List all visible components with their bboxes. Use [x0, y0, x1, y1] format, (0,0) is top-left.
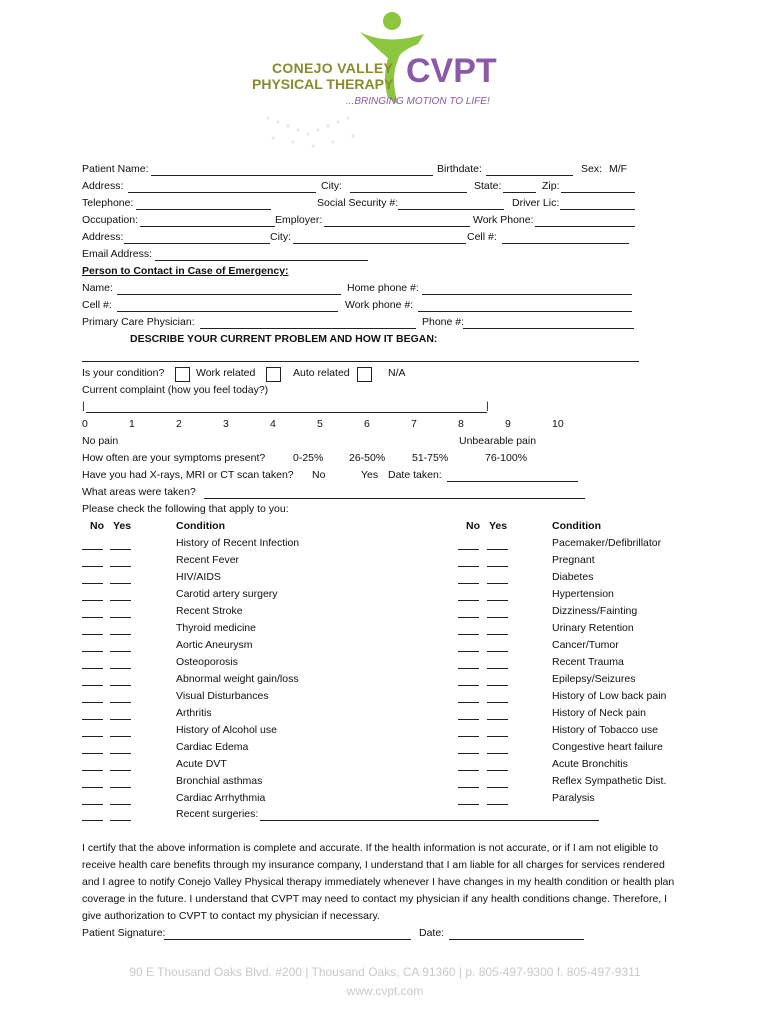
areas-label: What areas were taken?: [82, 486, 196, 498]
driver-lic-field[interactable]: [560, 209, 635, 210]
city-field[interactable]: [350, 192, 467, 193]
condition-no-blank[interactable]: [82, 719, 103, 720]
condition-yes-blank[interactable]: [487, 651, 508, 652]
cert-line-5: give authorization to CVPT to contact my physician if necessary.: [82, 910, 380, 922]
scale-5[interactable]: 5: [317, 418, 323, 430]
condition-label: Arthritis: [176, 707, 212, 719]
checkbox-na[interactable]: [357, 367, 372, 382]
occupation-field[interactable]: [140, 226, 275, 227]
zip-label: Zip:: [542, 180, 560, 192]
date-taken-field[interactable]: [447, 481, 578, 482]
pain-scale-line: [86, 412, 487, 413]
auto-related-label: Auto related: [293, 367, 350, 379]
freq-26-50[interactable]: 26-50%: [349, 452, 386, 464]
condition-yes-blank[interactable]: [487, 770, 508, 771]
signature-date-label: Date:: [419, 927, 445, 939]
condition-yes-blank[interactable]: [487, 549, 508, 550]
condition-yes-blank[interactable]: [487, 634, 508, 635]
condition-yes-blank[interactable]: [487, 617, 508, 618]
condition-label: Abnormal weight gain/loss: [176, 673, 299, 685]
condition-yes-blank[interactable]: [487, 719, 508, 720]
right-col-yes-header: Yes: [489, 520, 508, 532]
no-pain-label: No pain: [82, 435, 119, 447]
footer-address: 90 E Thousand Oaks Blvd. #200 | Thousand Oaks, CA 91360 | p. 805-497-9300 f. 805-497-9311: [129, 965, 641, 979]
patient-name-field[interactable]: [151, 175, 433, 176]
sex-options[interactable]: M/F: [609, 163, 628, 175]
condition-label: Hypertension: [552, 588, 614, 600]
condition-no-blank[interactable]: [82, 566, 103, 567]
condition-no-blank[interactable]: [458, 634, 479, 635]
sex-label: Sex:: [581, 163, 603, 175]
date-taken-label: Date taken:: [388, 469, 442, 481]
condition-no-blank[interactable]: [82, 702, 103, 703]
condition-label: Recent Stroke: [176, 605, 243, 617]
state-label: State:: [474, 180, 502, 192]
condition-yes-blank[interactable]: [110, 549, 131, 550]
freq-0-25[interactable]: 0-25%: [293, 452, 324, 464]
condition-no-blank[interactable]: [82, 787, 103, 788]
condition-no-blank[interactable]: [458, 770, 479, 771]
condition-no-blank[interactable]: [82, 583, 103, 584]
patient-name-label: Patient Name:: [82, 163, 149, 175]
email-field[interactable]: [155, 260, 368, 261]
emergency-name-field[interactable]: [117, 294, 341, 295]
condition-no-blank[interactable]: [82, 634, 103, 635]
condition-yes-blank[interactable]: [487, 804, 508, 805]
condition-label: Pregnant: [552, 554, 595, 566]
condition-label: Recent Fever: [176, 554, 240, 566]
condition-no-blank[interactable]: [458, 685, 479, 686]
employer-label: Employer:: [275, 214, 323, 226]
condition-no-blank[interactable]: [458, 549, 479, 550]
work-related-label: Work related: [196, 367, 256, 379]
condition-label: History of Tobacco use: [552, 724, 659, 736]
logo-line2: PHYSICAL THERAPY: [252, 76, 394, 92]
condition-label: History of Alcohol use: [176, 724, 277, 736]
complaint-label: Current complaint (how you feel today?): [82, 384, 269, 396]
condition-label: Dizziness/Fainting: [552, 605, 638, 617]
condition-no-blank[interactable]: [458, 804, 479, 805]
work-phone-field[interactable]: [535, 226, 635, 227]
condition-yes-blank[interactable]: [487, 736, 508, 737]
birthdate-field[interactable]: [486, 175, 573, 176]
signature-label: Patient Signature:: [82, 927, 166, 939]
condition-label: Acute DVT: [176, 758, 227, 770]
conditions-instruction: Please check the following that apply to you:: [82, 503, 289, 515]
condition-yes-blank[interactable]: [110, 668, 131, 669]
condition-yes-blank[interactable]: [110, 770, 131, 771]
problem-heading: DESCRIBE YOUR CURRENT PROBLEM AND HOW IT BEGAN:: [130, 333, 438, 345]
condition-label: Cancer/Tumor: [552, 639, 619, 651]
logo-line1: CONEJO VALLEY: [272, 60, 394, 76]
scale-10[interactable]: 10: [552, 418, 564, 430]
condition-no-blank[interactable]: [82, 804, 103, 805]
birthdate-label: Birthdate:: [437, 163, 482, 175]
recent-surgeries-field[interactable]: [260, 820, 599, 821]
telephone-label: Telephone:: [82, 197, 134, 209]
cert-line-1: I certify that the above information is complete and accurate. If the health information is not accurate, or if I am not eligible to: [82, 842, 659, 854]
condition-no-blank[interactable]: [458, 583, 479, 584]
driver-lic-label: Driver Lic:: [512, 197, 560, 209]
condition-yes-blank[interactable]: [110, 600, 131, 601]
condition-no-blank[interactable]: [458, 651, 479, 652]
condition-yes-blank[interactable]: [110, 651, 131, 652]
xray-no[interactable]: No: [312, 469, 326, 481]
cell-field[interactable]: [502, 243, 629, 244]
condition-label: History of Recent Infection: [176, 537, 300, 549]
condition-no-blank[interactable]: [458, 600, 479, 601]
xray-yes[interactable]: Yes: [361, 469, 379, 481]
ssn-label: Social Security #:: [317, 197, 399, 209]
cert-line-2: receive health care benefits through my insurance company, I understand that I am liable for all charges for services rendered: [82, 859, 665, 871]
home-phone-field[interactable]: [422, 294, 632, 295]
condition-no-blank[interactable]: [82, 736, 103, 737]
zip-field[interactable]: [561, 192, 635, 193]
emergency-cell-field[interactable]: [117, 311, 338, 312]
condition-label: Cardiac Arrhythmia: [176, 792, 266, 804]
condition-yes-blank[interactable]: [110, 736, 131, 737]
left-col-condition-header: Condition: [176, 520, 225, 532]
condition-label: Cardiac Edema: [176, 741, 249, 753]
condition-yes-blank[interactable]: [487, 566, 508, 567]
city2-field[interactable]: [293, 243, 466, 244]
scale-1[interactable]: 1: [129, 418, 135, 430]
emergency-work-phone-label: Work phone #:: [345, 299, 414, 311]
areas-field[interactable]: [204, 498, 585, 499]
condition-label: Thyroid medicine: [176, 622, 256, 634]
condition-label: Paralysis: [552, 792, 595, 804]
scale-3[interactable]: 3: [223, 418, 229, 430]
condition-yes-blank[interactable]: [110, 634, 131, 635]
condition-yes-blank[interactable]: [487, 753, 508, 754]
footer-web[interactable]: www.cvpt.com: [346, 984, 424, 998]
pcp-phone-label: Phone #:: [422, 316, 465, 328]
condition-yes-blank[interactable]: [487, 600, 508, 601]
na-label: N/A: [388, 367, 406, 379]
scale-4[interactable]: 4: [270, 418, 276, 430]
is-condition-label: Is your condition?: [82, 367, 165, 379]
address-field[interactable]: [128, 192, 316, 193]
condition-no-blank[interactable]: [82, 753, 103, 754]
emergency-name-label: Name:: [82, 282, 113, 294]
logo: [248, 8, 518, 158]
condition-label: Congestive heart failure: [552, 741, 663, 753]
condition-yes-blank[interactable]: [110, 702, 131, 703]
checkbox-work-related[interactable]: [175, 367, 190, 382]
condition-no-blank[interactable]: [458, 719, 479, 720]
right-col-condition-header: Condition: [552, 520, 601, 532]
condition-label: Diabetes: [552, 571, 594, 583]
home-phone-label: Home phone #:: [347, 282, 419, 294]
pcp-phone-field[interactable]: [463, 328, 634, 329]
condition-yes-blank[interactable]: [487, 702, 508, 703]
scale-9[interactable]: 9: [505, 418, 511, 430]
city-label: City:: [321, 180, 342, 192]
checkbox-auto-related[interactable]: [266, 367, 281, 382]
pain-scale-tick-left: |: [82, 400, 85, 412]
work-phone-label: Work Phone:: [473, 214, 534, 226]
condition-no-blank[interactable]: [82, 600, 103, 601]
freq-51-75[interactable]: 51-75%: [412, 452, 449, 464]
condition-label: History of Low back pain: [552, 690, 667, 702]
unbearable-label: Unbearable pain: [459, 435, 537, 447]
address2-field[interactable]: [124, 243, 270, 244]
employer-field[interactable]: [324, 226, 470, 227]
condition-yes-blank[interactable]: [110, 804, 131, 805]
ssn-field[interactable]: [398, 209, 504, 210]
email-label: Email Address:: [82, 248, 153, 260]
signature-field[interactable]: [164, 939, 411, 940]
cell-label: Cell #:: [467, 231, 497, 243]
condition-label: Acute Bronchitis: [552, 758, 628, 770]
scale-0[interactable]: 0: [82, 418, 88, 430]
problem-description-field[interactable]: [82, 361, 639, 362]
occupation-label: Occupation:: [82, 214, 139, 226]
condition-yes-blank[interactable]: [110, 617, 131, 618]
condition-label: Carotid artery surgery: [176, 588, 278, 600]
condition-no-blank[interactable]: [458, 617, 479, 618]
condition-no-blank[interactable]: [82, 668, 103, 669]
condition-label: Urinary Retention: [552, 622, 634, 634]
condition-no-blank[interactable]: [458, 668, 479, 669]
emergency-work-phone-field[interactable]: [418, 311, 632, 312]
condition-label: Aortic Aneurysm: [176, 639, 253, 651]
state-field[interactable]: [503, 192, 536, 193]
left-col-no-header: No: [90, 520, 104, 532]
pain-scale-tick-right: |: [486, 400, 489, 412]
recent-surgeries-no-blank[interactable]: [82, 820, 103, 821]
condition-label: Pacemaker/Defibrillator: [552, 537, 662, 549]
condition-yes-blank[interactable]: [487, 685, 508, 686]
condition-no-blank[interactable]: [82, 770, 103, 771]
pcp-field[interactable]: [200, 328, 416, 329]
condition-yes-blank[interactable]: [110, 719, 131, 720]
condition-yes-blank[interactable]: [110, 753, 131, 754]
recent-surgeries-yes-blank[interactable]: [110, 820, 131, 821]
condition-yes-blank[interactable]: [487, 583, 508, 584]
cert-line-4: coverage in the future. I understand that CVPT may need to contact my physician if any health conditions change. Therefore, I: [82, 893, 668, 905]
condition-yes-blank[interactable]: [487, 787, 508, 788]
emergency-cell-label: Cell #:: [82, 299, 112, 311]
condition-label: Visual Disturbances: [176, 690, 269, 702]
signature-date-field[interactable]: [449, 939, 584, 940]
freq-76-100[interactable]: 76-100%: [485, 452, 528, 464]
scale-7[interactable]: 7: [411, 418, 417, 430]
condition-label: Bronchial asthmas: [176, 775, 263, 787]
how-often-label: How often are your symptoms present?: [82, 452, 266, 464]
condition-no-blank[interactable]: [82, 651, 103, 652]
condition-no-blank[interactable]: [458, 736, 479, 737]
address-label: Address:: [82, 180, 124, 192]
right-col-no-header: No: [466, 520, 480, 532]
condition-no-blank[interactable]: [82, 617, 103, 618]
left-col-yes-header: Yes: [113, 520, 132, 532]
cert-line-3: and I agree to notify Conejo Valley Physical therapy immediately whenever I have changes in my health condition or health plan: [82, 876, 675, 888]
condition-no-blank[interactable]: [458, 566, 479, 567]
logo-tagline: ...BRINGING MOTION TO LIFE!: [346, 96, 490, 107]
xray-label: Have you had X-rays, MRI or CT scan taken?: [82, 469, 294, 481]
condition-label: Epilepsy/Seizures: [552, 673, 636, 685]
condition-label: History of Neck pain: [552, 707, 646, 719]
condition-no-blank[interactable]: [458, 787, 479, 788]
condition-no-blank[interactable]: [458, 702, 479, 703]
scale-2[interactable]: 2: [176, 418, 182, 430]
scale-6[interactable]: 6: [364, 418, 370, 430]
condition-label: Reflex Sympathetic Dist.: [552, 775, 667, 787]
condition-yes-blank[interactable]: [110, 566, 131, 567]
condition-yes-blank[interactable]: [110, 583, 131, 584]
condition-yes-blank[interactable]: [487, 668, 508, 669]
city2-label: City:: [270, 231, 291, 243]
scale-8[interactable]: 8: [458, 418, 464, 430]
recent-surgeries-label: Recent surgeries:: [176, 808, 259, 820]
condition-yes-blank[interactable]: [110, 787, 131, 788]
condition-label: Osteoporosis: [176, 656, 238, 668]
condition-no-blank[interactable]: [458, 753, 479, 754]
condition-yes-blank[interactable]: [110, 685, 131, 686]
telephone-field[interactable]: [136, 209, 271, 210]
condition-label: HIV/AIDS: [176, 571, 221, 583]
condition-no-blank[interactable]: [82, 685, 103, 686]
condition-label: Recent Trauma: [552, 656, 624, 668]
condition-no-blank[interactable]: [82, 549, 103, 550]
logo-abbr: CVPT: [406, 52, 497, 90]
emergency-heading: Person to Contact in Case of Emergency:: [82, 265, 289, 277]
pcp-label: Primary Care Physician:: [82, 316, 195, 328]
address2-label: Address:: [82, 231, 124, 243]
